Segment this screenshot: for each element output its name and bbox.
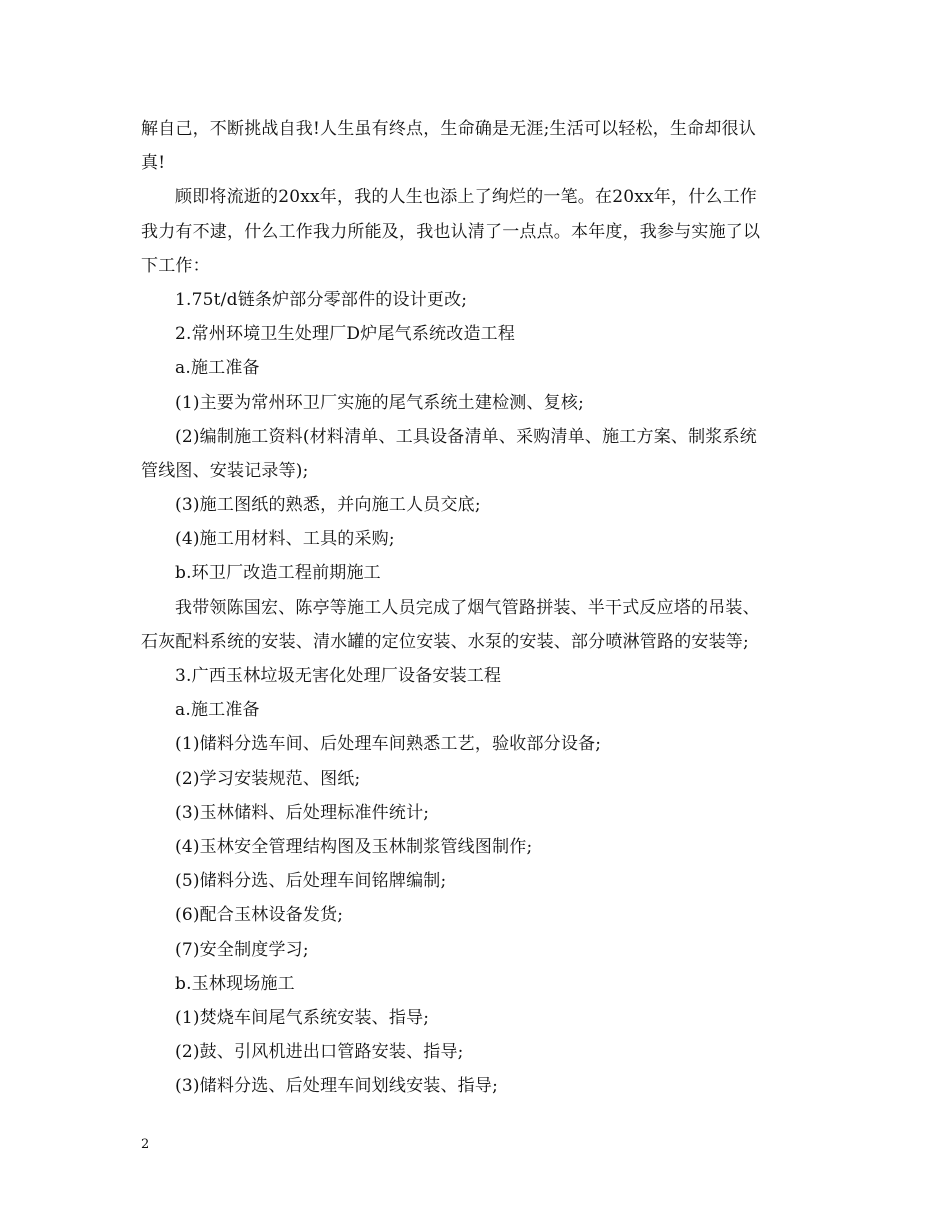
text-line: a.施工准备	[175, 358, 260, 379]
document-body	[141, 112, 813, 1103]
text-line: 顾即将流逝的20xx年，我的人生也添上了绚烂的一笔。在20xx年，什么工作	[175, 187, 758, 208]
text-line: (3)施工图纸的熟悉，并向施工人员交底;	[175, 495, 481, 516]
text-line: (1)储料分选车间、后处理车间熟悉工艺，验收部分设备;	[175, 734, 602, 755]
text-line: (4)施工用材料、工具的采购;	[175, 529, 395, 550]
text-line: (2)鼓、引风机进出口管路安装、指导;	[175, 1042, 464, 1063]
text-line: 管线图、安装记录等);	[141, 460, 309, 481]
text-line: 2.常州环境卫生处理厂D炉尾气系统改造工程	[175, 324, 516, 345]
text-line: (4)玉林安全管理结构图及玉林制浆管线图制作;	[175, 836, 533, 857]
text-line: 石灰配料系统的安装、清水罐的定位安装、水泵的安装、部分喷淋管路的安装等;	[141, 631, 749, 652]
text-line: (6)配合玉林设备发货;	[175, 905, 344, 926]
text-line: 真!	[141, 153, 166, 174]
text-line: 解自己，不断挑战自我!人生虽有终点，生命确是无涯;生活可以轻松，生命却很认	[141, 119, 756, 139]
text-line: 我带领陈国宏、陈亭等施工人员完成了烟气管路拼装、半干式反应塔的吊装、	[175, 597, 760, 618]
text-line: (1)焚烧车间尾气系统安装、指导;	[175, 1007, 430, 1028]
text-line: b.玉林现场施工	[175, 973, 295, 994]
text-line: (1)主要为常州环卫厂实施的尾气系统土建检测、复核;	[175, 392, 585, 413]
text-line: (3)储料分选、后处理车间划线安装、指导;	[175, 1076, 499, 1097]
text-line: 3.广西玉林垃圾无害化处理厂设备安装工程	[175, 666, 502, 686]
text-line: 下工作：	[141, 255, 210, 276]
text-line: 1.75t/d链条炉部分零部件的设计更改;	[175, 289, 468, 310]
text-line: (2)学习安装规范、图纸;	[175, 768, 361, 789]
text-line: (3)玉林储料、后处理标准件统计;	[175, 802, 430, 823]
text-line: (2)编制施工资料(材料清单、工具设备清单、采购清单、施工方案、制浆系统	[175, 426, 757, 447]
text-line: 我力有不逮，什么工作我力所能及，我也认清了一点点。本年度，我参与实施了以	[141, 221, 761, 242]
text-line: (7)安全制度学习;	[175, 939, 309, 960]
page-number: 2	[141, 1137, 150, 1152]
text-line: (5)储料分选、后处理车间铭牌编制;	[175, 871, 447, 892]
text-line: a.施工准备	[175, 700, 260, 721]
text-line: b.环卫厂改造工程前期施工	[175, 563, 381, 584]
